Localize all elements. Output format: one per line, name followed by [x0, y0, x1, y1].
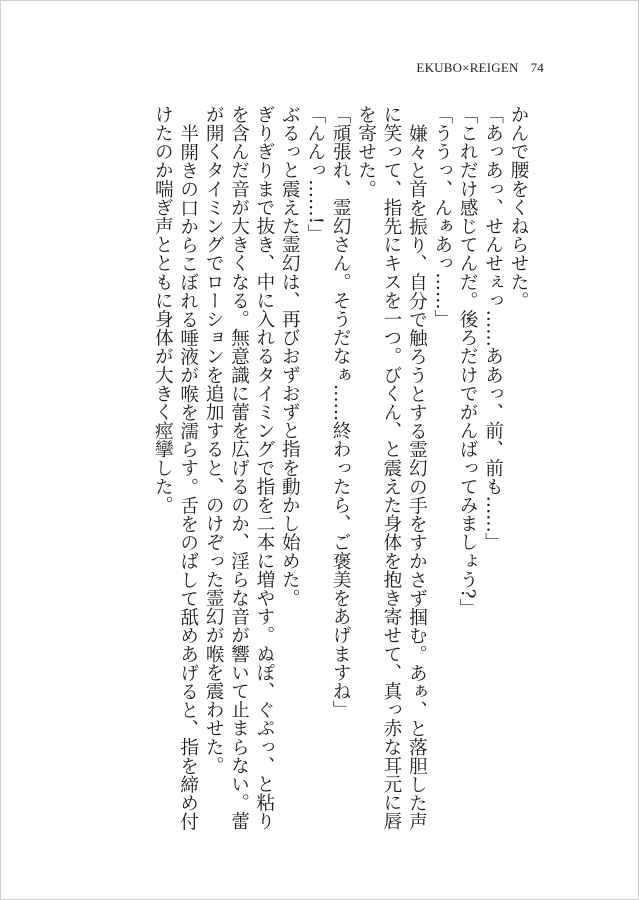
running-head-title: EKUBO×REIGEN: [416, 60, 519, 75]
text-paragraph: 「んんっ……!」: [304, 105, 326, 243]
text-paragraph: 「あっあっ、せんせぇっ……ああっ、前、前も……」: [482, 105, 504, 552]
text-paragraph: 半開きの口からこぼれる唾液が喉を濡らす。舌をのばして舐めあげると、指を締め付けたのか喘ぎ声とともに身体が大きく痙攣した。: [152, 105, 199, 831]
vertical-body-text: [150, 105, 531, 840]
running-head: [416, 60, 544, 76]
page-number: 74: [530, 60, 544, 75]
text-paragraph: ぎりぎりまで抜き、中に入れるタイミングで指を二本に増やす。ぬぽ、ぐぷっ、と粘りを含んだ音が大きくなる。無意識に蕾を広げるのか、淫らな音が響いて止まらない。蕾が開くタイミングでローションを追加すると、のけぞった霊幻が喉を震わせた。: [203, 105, 275, 831]
text-paragraph: 「頑張れ、霊幻さん。そうだなぁ……終わったら、ご褒美をあげますね」: [330, 105, 352, 719]
text-paragraph: ぶるっと震えた霊幻は、再びおずおずと指を動かし始めた。: [279, 105, 301, 608]
text-paragraph: 「これだけ感じてんだ。後ろだけでがんばってみましょう?」: [457, 105, 479, 618]
text-paragraph: 「ううっ、んぁあっ……」: [431, 105, 453, 329]
text-paragraph: かんで腰をくねらせた。: [508, 105, 529, 310]
text-paragraph: 嫌々と首を振り、自分で触ろうとする霊幻の手をすかさず掴む。あぁ、と落胆した声に笑って、指先にキスを一つ。びくん、と震えた身体を抱き寄せて、真っ赤な耳元に唇を寄せた。: [355, 105, 428, 831]
